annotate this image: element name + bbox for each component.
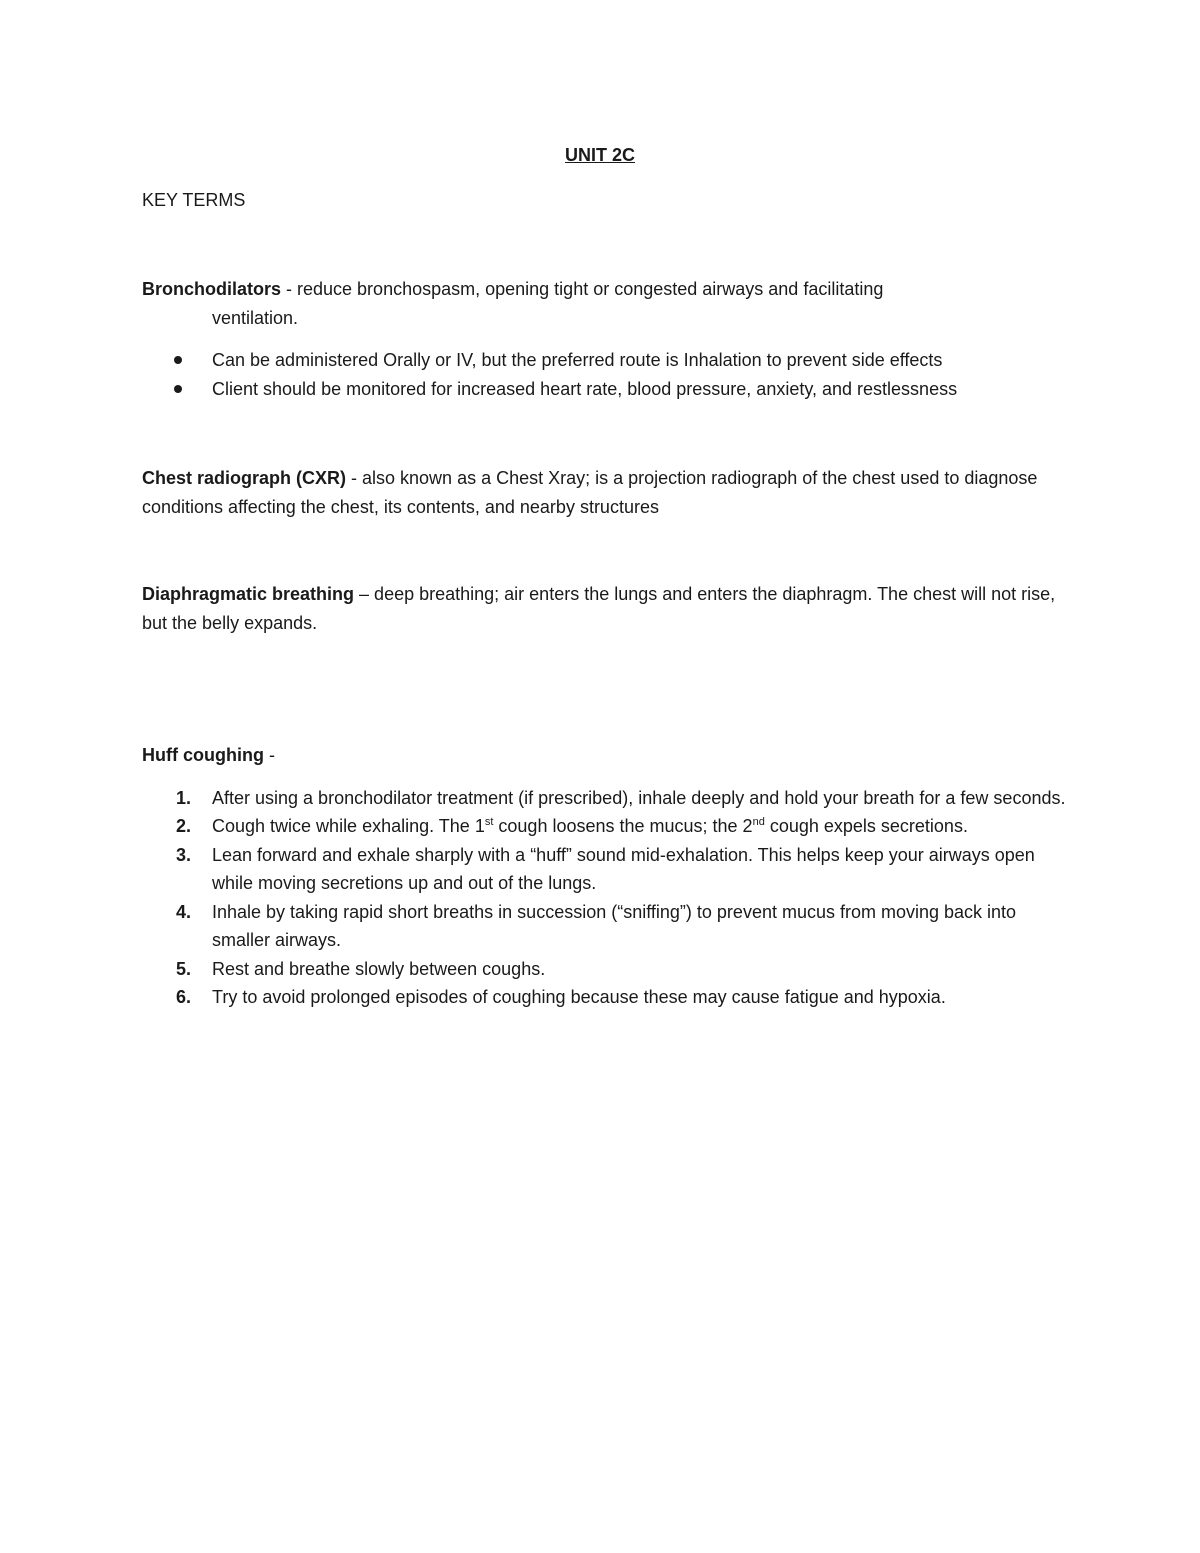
list-item-text: Client should be monitored for increased heart rate, blood pressure, anxiety, and restlessness: [212, 378, 958, 399]
section-heading: [142, 186, 1072, 215]
list-item: [142, 898, 1072, 955]
bullet-icon: [174, 385, 182, 393]
superscript: st: [484, 816, 494, 828]
huff-steps-list: [142, 784, 1072, 1012]
step-text: After using a bronchodilator treatment (if prescribed), inhale deeply and hold your breath for a few seconds.: [212, 787, 1066, 808]
list-item: [142, 346, 1072, 375]
list-item: [142, 841, 1072, 898]
step-number: 6.: [176, 987, 192, 1007]
term-label: Bronchodilators: [142, 279, 282, 299]
key-terms-heading: KEY TERMS: [142, 190, 246, 210]
term-diaphragmatic-breathing: [142, 580, 1072, 637]
step-number: 2.: [176, 816, 192, 836]
term-suffix: -: [263, 745, 275, 765]
term-label: Huff coughing: [142, 745, 264, 765]
step-text: Lean forward and exhale sharply with a “huff” sound mid-exhalation. This helps keep your airways open while moving secretions up and out of the lungs.: [212, 844, 1035, 893]
step-text-part: Cough twice while exhaling. The 1: [212, 816, 485, 836]
step-text: [212, 816, 968, 836]
step-number: 4.: [176, 901, 192, 922]
superscript: nd: [752, 816, 765, 828]
step-text-part: cough expels secretions.: [764, 816, 968, 836]
step-text: Inhale by taking rapid short breaths in succession (“sniffing”) to prevent mucus from moving back into smaller airways.: [212, 901, 1017, 950]
term-definition: - reduce bronchospasm, opening tight or congested airways and facilitating: [281, 279, 884, 299]
step-text: Try to avoid prolonged episodes of coughing because these may cause fatigue and hypoxia.: [212, 987, 946, 1007]
list-item: [142, 955, 1072, 984]
term-bronchodilators: [142, 275, 1072, 403]
list-item: [142, 812, 1072, 841]
term-definition: – deep breathing; air enters the lungs and enters the diaphragm. The chest will not rise, but the belly expands.: [142, 584, 1056, 633]
list-item: [142, 983, 1072, 1012]
step-text: Rest and breathe slowly between coughs.: [212, 958, 546, 979]
term-huff-coughing: [142, 741, 1072, 1012]
term-chest-radiograph: [142, 464, 1072, 521]
page-title: UNIT 2C: [564, 145, 635, 165]
list-item-text: Can be administered Orally or IV, but the preferred route is Inhalation to prevent side effects: [212, 350, 943, 370]
term-definition-continued: ventilation.: [212, 307, 299, 328]
step-number: 3.: [176, 844, 192, 865]
term-definition: - also known as a Chest Xray; is a projection radiograph of the chest used to diagnose conditions affecting the chest, its contents, and nearby structures: [142, 468, 1038, 517]
list-item: [142, 784, 1072, 813]
term-label: Diaphragmatic breathing: [142, 584, 355, 604]
bronchodilators-bullets: [142, 346, 1072, 403]
list-item: [142, 375, 1072, 404]
huff-heading: [142, 741, 1072, 770]
step-number: 1.: [176, 787, 192, 808]
term-label: Chest radiograph (CXR): [142, 468, 347, 488]
step-number: 5.: [176, 958, 192, 979]
bronchodilators-definition: [142, 275, 1072, 304]
bullet-icon: [174, 356, 182, 364]
step-text-part: cough loosens the mucus; the 2: [493, 816, 753, 836]
